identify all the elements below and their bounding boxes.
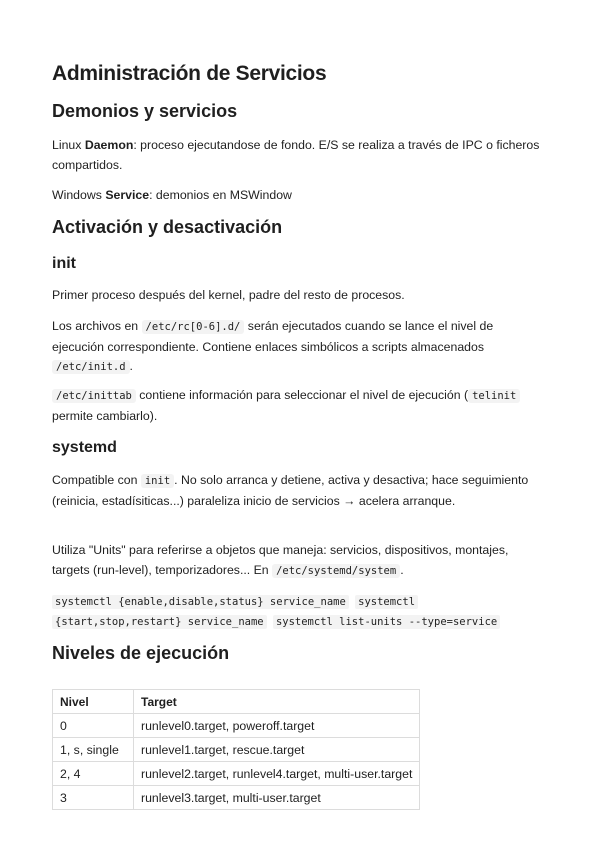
inline-code: /etc/rc[0-6].d/ bbox=[142, 320, 245, 334]
table-cell: 2, 4 bbox=[53, 762, 134, 786]
table-header-row bbox=[53, 690, 420, 714]
table-row bbox=[53, 762, 420, 786]
table-cell: runlevel3.target, multi-user.target bbox=[134, 786, 420, 810]
paragraph-init-3: /etc/inittab contiene información para seleccionar el nivel de ejecución ( telinit permite cambiarlo). bbox=[52, 386, 542, 426]
inline-code: /etc/systemd/system bbox=[272, 564, 400, 578]
table-cell: runlevel2.target, runlevel4.target, multi-user.target bbox=[134, 762, 420, 786]
column-header: Nivel bbox=[53, 690, 134, 714]
table-cell: 1, s, single bbox=[53, 738, 134, 762]
table-cell: runlevel1.target, rescue.target bbox=[134, 738, 420, 762]
paragraph-service: Windows Service: demonios en MSWindow bbox=[52, 188, 292, 202]
paragraph-daemon: Linux Daemon: proceso ejecutandose de fondo. E/S se realiza a través de IPC o ficheros compartidos. bbox=[52, 138, 540, 172]
systemctl-code: systemctl {enable,disable,status} service_name systemctl {start,stop,restart} service_name systemctl list-units --type=service bbox=[52, 592, 542, 632]
inline-code: init bbox=[141, 474, 174, 488]
table-cell: runlevel0.target, poweroff.target bbox=[134, 714, 420, 738]
heading-activacion: Activación y desactivación bbox=[52, 217, 283, 237]
heading-init: init bbox=[52, 255, 76, 272]
table-row bbox=[53, 738, 420, 762]
table-row bbox=[53, 786, 420, 810]
page-title: Administración de Servicios bbox=[52, 62, 327, 85]
inline-code: telinit bbox=[468, 389, 520, 403]
heading-systemd: systemd bbox=[52, 439, 117, 456]
paragraph-init-1: Primer proceso después del kernel, padre del resto de procesos. bbox=[52, 288, 405, 302]
column-header: Target bbox=[134, 690, 420, 714]
inline-code: /etc/init.d bbox=[52, 360, 130, 374]
table-row bbox=[53, 714, 420, 738]
runlevel-table bbox=[52, 689, 420, 810]
table-cell: 0 bbox=[53, 714, 134, 738]
paragraph-systemd-1: Compatible con init . No solo arranca y detiene, activa y desactiva; hace seguimiento (reinicia, estadísiticas...) paraleliza inicio de servicios → acelera arranque. bbox=[52, 473, 529, 508]
paragraph-systemd-2: Utiliza "Units" para referirse a objetos que maneja: servicios, dispositivos, montajes, targets (run-level), temporizadores... En /etc/systemd/system . bbox=[52, 543, 509, 577]
heading-niveles: Niveles de ejecución bbox=[52, 643, 230, 663]
inline-code: /etc/inittab bbox=[52, 389, 136, 403]
table-cell: 3 bbox=[53, 786, 134, 810]
heading-demonios: Demonios y servicios bbox=[52, 101, 238, 121]
paragraph-init-2: Los archivos en /etc/rc[0-6].d/ serán ejecutados cuando se lance el nivel de ejecución correspondiente. Contiene enlaces simbólicos a scripts almacenados /etc/init.d . bbox=[52, 319, 494, 373]
